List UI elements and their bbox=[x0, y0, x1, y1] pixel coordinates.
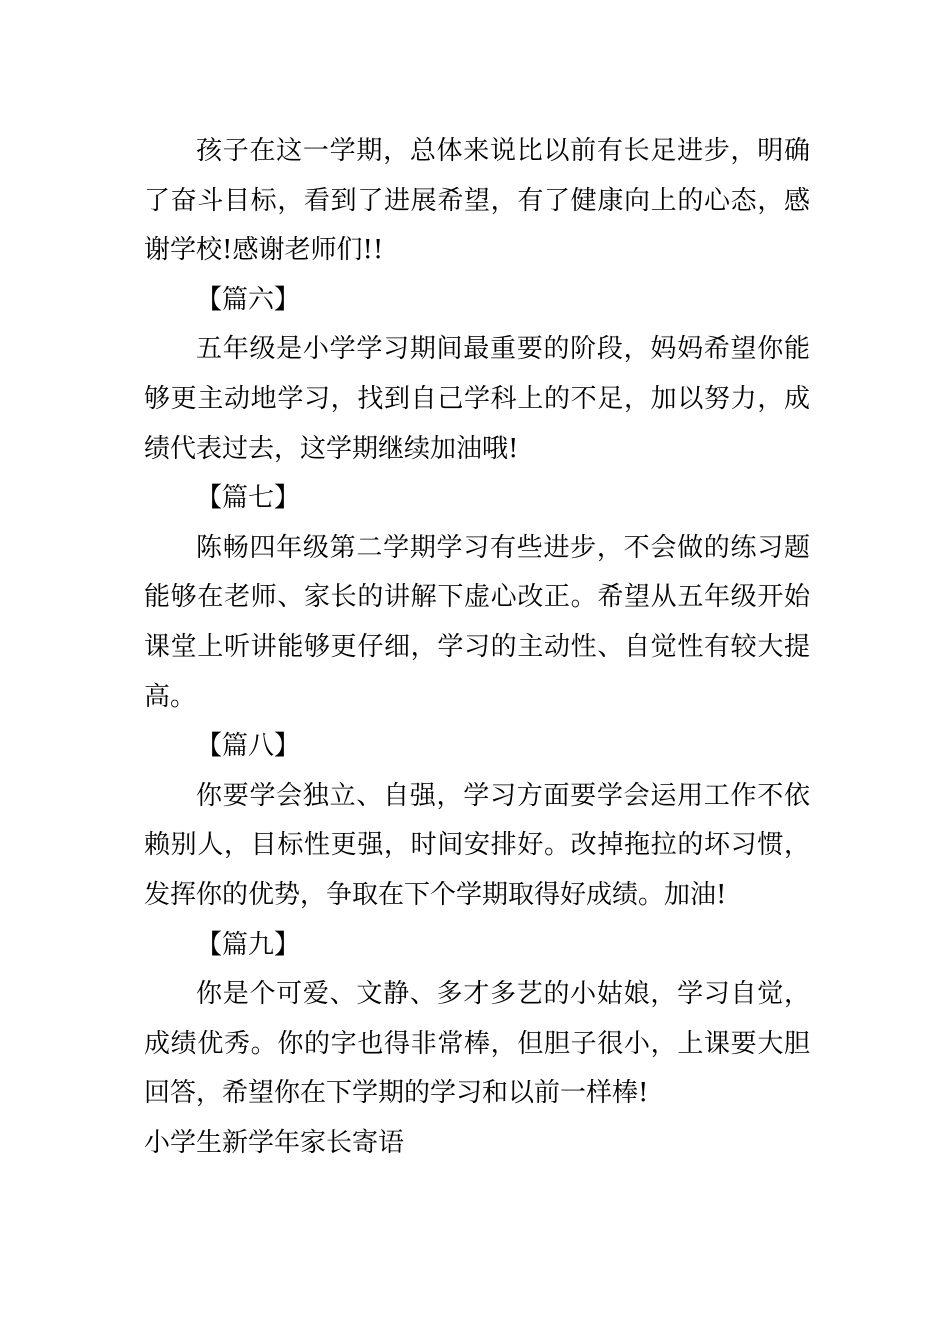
closing-title: 小学生新学年家长寄语 bbox=[144, 1127, 405, 1158]
section-heading-8: 【篇八】 bbox=[196, 731, 301, 762]
paragraph-6: 五年级是小学学习期间最重要的阶段，妈妈希望你能够更主动地学习，找到自己学科上的不足，加以努力，成绩代表过去，这学期继续加油哦! bbox=[144, 334, 810, 464]
paragraph-intro: 孩子在这一学期，总体来说比以前有长足进步，明确了奋斗目标，看到了进展希望，有了健康向上的心态，感谢学校!感谢老师们!! bbox=[144, 136, 810, 266]
paragraph-8: 你要学会独立、自强，学习方面要学会运用工作不依赖别人，目标性更强，时间安排好。改掉拖拉的坏习惯，发挥你的优势，争取在下个学期取得好成绩。加油! bbox=[144, 780, 810, 910]
section-heading-6: 【篇六】 bbox=[196, 284, 301, 315]
paragraph-9: 你是个可爱、文静、多才多艺的小姑娘，学习自觉，成绩优秀。你的字也得非常棒，但胆子很小，上课要大胆回答，希望你在下学期的学习和以前一样棒! bbox=[144, 979, 810, 1109]
section-heading-9: 【篇九】 bbox=[196, 929, 301, 960]
document-body bbox=[144, 127, 810, 1168]
section-heading-7: 【篇七】 bbox=[196, 483, 301, 514]
paragraph-7: 陈畅四年级第二学期学习有些进步，不会做的练习题能够在老师、家长的讲解下虚心改正。希望从五年级开始课堂上听讲能够更仔细，学习的主动性、自觉性有较大提高。 bbox=[144, 532, 810, 712]
